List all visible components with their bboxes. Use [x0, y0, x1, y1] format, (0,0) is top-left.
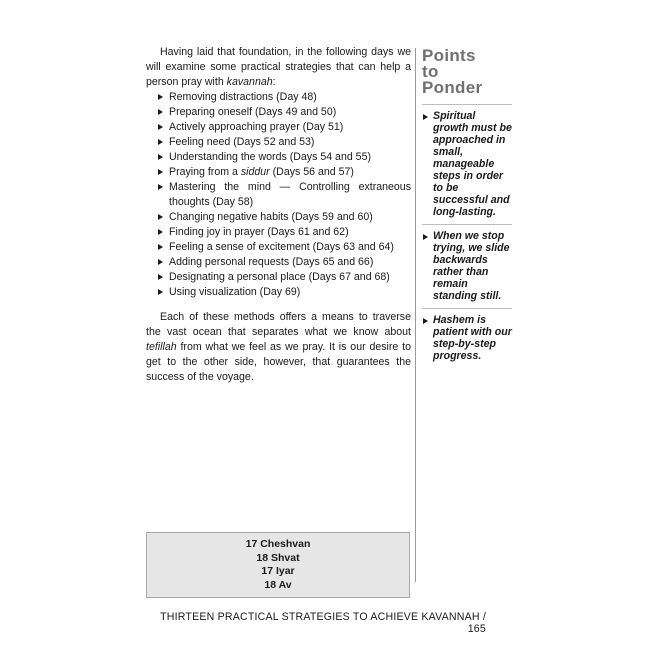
list-item — [158, 150, 411, 165]
date-entry: 17 Cheshvan — [245, 538, 311, 550]
list-item — [158, 105, 411, 120]
strategy-list — [146, 90, 411, 300]
bullet-arrow-icon — [423, 234, 428, 240]
intro-text-end: : — [272, 76, 276, 88]
main-text-column — [146, 45, 411, 385]
list-item-label: Mastering the mind — Controlling extraneous thoughts (Day 58) — [169, 181, 411, 208]
bullet-arrow-icon — [158, 244, 163, 250]
list-item-label: Feeling a sense of excitement (Days 63 and 64) — [169, 241, 394, 253]
bullet-arrow-icon — [158, 169, 163, 175]
sidebar-title-line: to — [422, 62, 439, 81]
list-item — [158, 90, 411, 105]
ponder-item-text: When we stop trying, we slide backwards rather than remain standing still. — [433, 230, 510, 302]
list-item-label: Understanding the words (Days 54 and 55) — [169, 151, 371, 163]
bullet-arrow-icon — [158, 289, 163, 295]
bullet-arrow-icon — [423, 114, 428, 120]
list-item-label: Actively approaching prayer (Day 51) — [169, 121, 344, 133]
ponder-item — [422, 224, 512, 308]
ponder-item-text: Hashem is patient with our step-by-step progress. — [433, 314, 512, 362]
points-to-ponder-sidebar — [422, 48, 512, 368]
sidebar-title-line: Ponder — [422, 78, 483, 97]
bullet-arrow-icon — [423, 318, 428, 324]
list-item-emphasis: siddur — [240, 166, 270, 178]
list-item — [158, 165, 411, 180]
ponder-item — [422, 308, 512, 368]
sidebar-title-line: Points — [422, 46, 476, 65]
bullet-arrow-icon — [158, 139, 163, 145]
closing-text: Each of these methods offers a means to traverse the vast ocean that separates what we know about — [146, 311, 411, 338]
list-item-label: Adding personal requests (Days 65 and 66) — [169, 256, 374, 268]
bullet-arrow-icon — [158, 229, 163, 235]
intro-emphasis: kavannah — [226, 76, 273, 88]
column-divider — [415, 48, 416, 582]
intro-text: Having laid that foundation, in the following days we will examine some practical strategies that can help a person pray with — [146, 46, 411, 88]
list-item-label: Designating a personal place (Days 67 and 68) — [169, 271, 390, 283]
list-item-label: Changing negative habits (Days 59 and 60) — [169, 211, 373, 223]
ponder-item-text: Spiritual growth must be approached in small, manageable steps in order to be successful and long-lasting. — [433, 110, 512, 218]
bullet-arrow-icon — [158, 124, 163, 130]
closing-text-end: from what we feel as we pray. It is our desire to get to the other side, however, that guarantees the success of the voyage. — [146, 341, 411, 383]
list-item-label: Finding joy in prayer (Days 61 and 62) — [169, 226, 349, 238]
bullet-arrow-icon — [158, 94, 163, 100]
list-item — [158, 180, 411, 210]
intro-paragraph — [146, 45, 411, 90]
page-footer: THIRTEEN PRACTICAL STRATEGIES TO ACHIEVE KAVANNAH / 165 — [160, 611, 486, 635]
list-item — [158, 135, 411, 150]
bullet-arrow-icon — [158, 109, 163, 115]
bullet-arrow-icon — [158, 154, 163, 160]
list-item — [158, 210, 411, 225]
closing-paragraph — [146, 310, 411, 385]
list-item-label: Praying from a — [169, 166, 241, 178]
list-item — [158, 240, 411, 255]
list-item-label: Feeling need (Days 52 and 53) — [169, 136, 315, 148]
list-item-label: Using visualization (Day 69) — [169, 286, 301, 298]
bullet-arrow-icon — [158, 274, 163, 280]
ponder-list — [422, 104, 512, 368]
list-item — [158, 270, 411, 285]
date-entry: 17 Iyar — [261, 565, 295, 577]
calendar-dates-box — [146, 532, 410, 598]
list-item — [158, 120, 411, 135]
date-entry: 18 Av — [264, 578, 292, 591]
sidebar-title — [422, 48, 512, 96]
bullet-arrow-icon — [158, 214, 163, 220]
list-item — [158, 255, 411, 270]
date-entry: 18 Shvat — [256, 551, 300, 564]
ponder-item — [422, 104, 512, 224]
list-item — [158, 225, 411, 240]
bullet-arrow-icon — [158, 184, 163, 190]
list-item-label: Removing distractions (Day 48) — [169, 91, 317, 103]
list-item — [158, 285, 411, 300]
list-item-label: Preparing oneself (Days 49 and 50) — [169, 106, 337, 118]
list-item-label-end: (Days 56 and 57) — [269, 166, 354, 178]
bullet-arrow-icon — [158, 259, 163, 265]
closing-emphasis: tefillah — [146, 341, 177, 353]
